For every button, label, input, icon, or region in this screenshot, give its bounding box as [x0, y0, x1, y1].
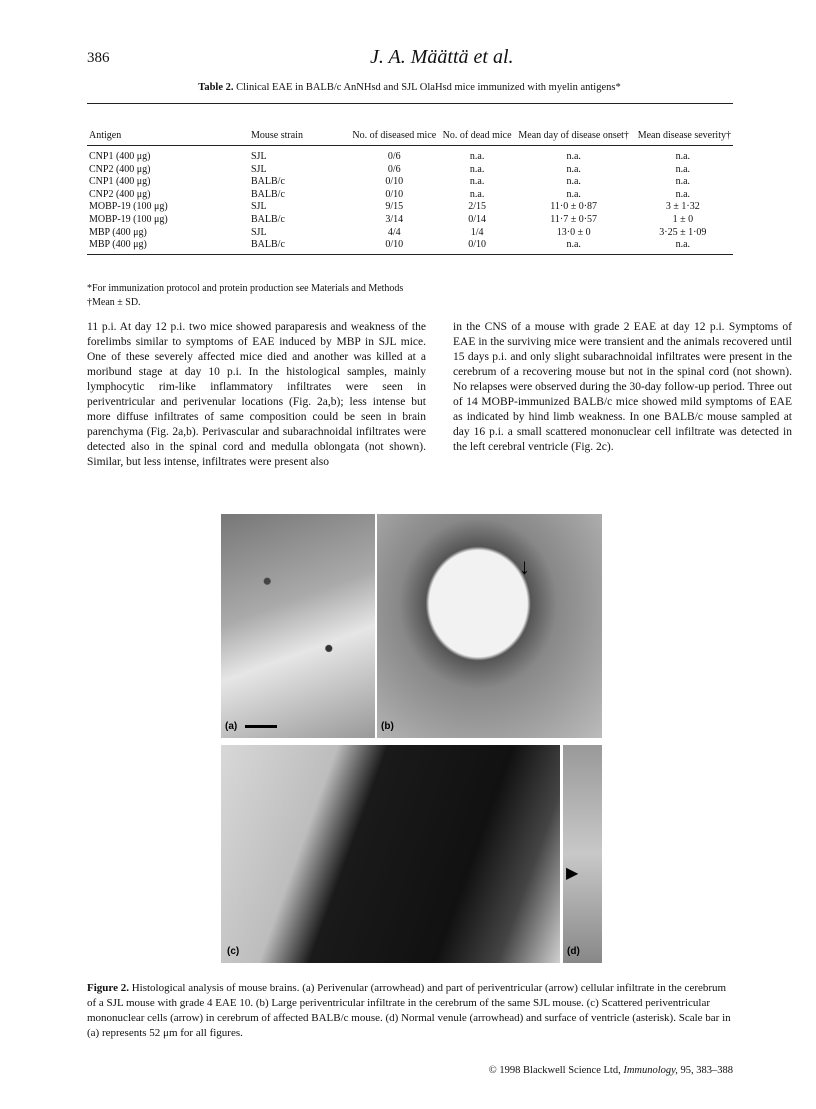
table-cell: n.a.: [566, 188, 581, 200]
table-cell: 1/4: [470, 226, 484, 238]
table-cell: MBP (400 μg): [89, 239, 147, 251]
table-cell: 0/14: [468, 213, 486, 225]
table-cell: 1 ± 0: [672, 213, 694, 225]
running-head: J. A. Määttä et al.: [370, 46, 514, 68]
figure-panel-a: [221, 514, 375, 738]
table-cell: CNP1 (400 μg): [89, 176, 151, 188]
table-row: [87, 142, 733, 164]
table-footnote: †Mean ± SD.: [87, 297, 141, 308]
table-cell: n.a.: [566, 163, 581, 175]
table-cell: BALB/c: [251, 213, 285, 225]
table-cell: MOBP-19 (100 μg): [89, 213, 168, 225]
table-cell: 0/6: [387, 151, 401, 162]
table-cell: 2/15: [468, 201, 486, 213]
table-caption-text: Clinical EAE in BALB/c AnNHsd and SJL OlaHsd mice immunized with myelin antigens*: [236, 82, 621, 93]
table-cell: n.a.: [675, 151, 691, 162]
table-cell: 0/6: [387, 163, 401, 175]
table-cell: BALB/c: [251, 239, 285, 251]
panel-label: (a): [225, 721, 238, 732]
table-cell: CNP2 (400 μg): [89, 163, 151, 175]
table-row: [87, 176, 733, 189]
table-cell: 0/10: [385, 176, 404, 188]
table-header-row: [87, 110, 733, 142]
column-header: No. of dead mice: [442, 130, 512, 141]
table-cell: 0/10: [468, 239, 486, 251]
table-footnote: *For immunization protocol and protein production see Materials and Methods: [87, 283, 404, 294]
table-cell: n.a.: [469, 176, 485, 188]
table-row: [87, 239, 733, 252]
table-cell: n.a.: [566, 151, 581, 162]
table-cell: 3/14: [385, 213, 404, 225]
table-cell: 11·0 ± 0·87: [550, 201, 598, 213]
table-cell: n.a.: [469, 163, 485, 175]
journal-name: Immunology,: [623, 1065, 678, 1076]
table-cell: n.a.: [469, 151, 485, 162]
data-table: [87, 110, 733, 252]
panel-label: (c): [227, 946, 240, 957]
column-header: Mean day of disease onset†: [518, 130, 629, 141]
table-cell: MBP (400 μg): [89, 226, 147, 238]
table-cell: CNP1 (400 μg): [89, 151, 151, 162]
table-cell: 3 ± 1·32: [665, 201, 700, 213]
table-cell: n.a.: [469, 188, 485, 200]
table-cell: MOBP-19 (100 μg): [89, 201, 168, 213]
table-cell: 4/4: [387, 226, 401, 238]
table-cell: SJL: [251, 163, 267, 175]
page-number: 386: [87, 50, 110, 66]
figure-caption-label: Figure 2.: [87, 982, 129, 994]
copyright-prefix: © 1998 Blackwell Science Ltd,: [488, 1065, 621, 1076]
body-text-left-column: 11 p.i. At day 12 p.i. two mice showed paraparesis and weakness of the forelimbs similar to symptoms of EAE induced by MBP in SJL mice. One of these severely affected mice died and another was killed at a moribund stage at day 10 p.i. In the histological samples, mainly lymphocytic rim-like inflammatory infiltrates were seen in periventricular and perivenular locations (Fig. 2a,b); less intense but more diffuse infiltrates of same composition could be seen in brain parenchyma (Fig. 2a,b). Perivascular and subarachnoidal infiltrates were detected also in the spinal cord and medulla oblongata (not shown). Similar, but less intense, infiltrates were present also: [87, 321, 426, 468]
table-caption: [87, 82, 732, 93]
table-cell: BALB/c: [251, 176, 285, 188]
table-cell: BALB/c: [251, 188, 285, 200]
table-top-rule: [87, 103, 733, 104]
table-cell: n.a.: [675, 239, 691, 251]
figure-panel-d: [563, 745, 602, 963]
table-row: [87, 164, 733, 177]
table-cell: 0/10: [385, 188, 404, 200]
arrow-icon: ↓: [519, 554, 530, 579]
figure-caption-text: Histological analysis of mouse brains. (a) Perivenular (arrowhead) and part of periventricular (arrow) cellular infiltrate in the cerebrum of a SJL mouse with grade 4 EAE 10. (b) Large periventricular infiltrate in the cerebrum of the same SJL mouse. (c) Scattered periventricular mononuclear cells (arrow) in cerebrum of affected BALB/c mouse. (d) Normal venule (arrowhead) and surface of ventricle (asterisk). Scale bar in (a) represents 52 μm for all figures.: [87, 982, 731, 1039]
table-cell: n.a.: [675, 163, 691, 175]
table-cell: n.a.: [675, 176, 691, 188]
panel-label: (b): [381, 721, 394, 732]
column-header: Mouse strain: [251, 130, 303, 141]
volume-pages: 95, 383–388: [680, 1065, 733, 1076]
table-bottom-rule: [87, 254, 733, 255]
table-cell: SJL: [251, 226, 267, 238]
table-cell: SJL: [251, 201, 267, 213]
table-cell: n.a.: [675, 188, 691, 200]
table-cell: CNP2 (400 μg): [89, 188, 151, 200]
panel-label: (d): [567, 946, 580, 957]
scale-bar: [245, 725, 277, 728]
column-header: No. of diseased mice: [352, 130, 437, 141]
table-row: [87, 201, 733, 214]
copyright-line: [87, 1065, 733, 1076]
table-cell: 9/15: [385, 201, 404, 213]
table-row: [87, 214, 733, 227]
table-row: [87, 227, 733, 240]
table-cell: 0/10: [385, 239, 404, 251]
table-row: [87, 189, 733, 202]
figure-caption: [87, 981, 733, 1041]
table-label: Table 2.: [198, 82, 234, 93]
column-header: Mean disease severity†: [637, 130, 731, 141]
table-cell: 3·25 ± 1·09: [659, 226, 707, 238]
column-header: Antigen: [89, 130, 122, 141]
table-cell: 13·0 ± 0: [556, 226, 591, 238]
table-cell: SJL: [251, 151, 267, 162]
table-cell: n.a.: [566, 176, 581, 188]
arrowhead-icon: ▶: [566, 865, 579, 882]
body-text-right-column: in the CNS of a mouse with grade 2 EAE at day 12 p.i. Symptoms of EAE in the surviving mice were transient and the animals recovered until 15 days p.i. and only slight subarachnoidal infiltrates were present in the cerebrum of a recovering mouse but not in the spinal cord (not shown). No relapses were observed during the 30-day follow-up period. Three out of 14 MOBP-immunized BALB/c mice showed mild symptoms of EAE as indicated by hind limb weakness. In one BALB/c mouse sampled at day 16 p.i. a small scattered mononuclear cell infiltrate was detected in the left cerebral ventricle (Fig. 2c).: [453, 321, 792, 453]
figure-panel-b: [377, 514, 602, 738]
table-cell: n.a.: [566, 239, 581, 251]
table-cell: 11·7 ± 0·57: [550, 213, 598, 225]
figure-panel-c: [221, 745, 560, 963]
